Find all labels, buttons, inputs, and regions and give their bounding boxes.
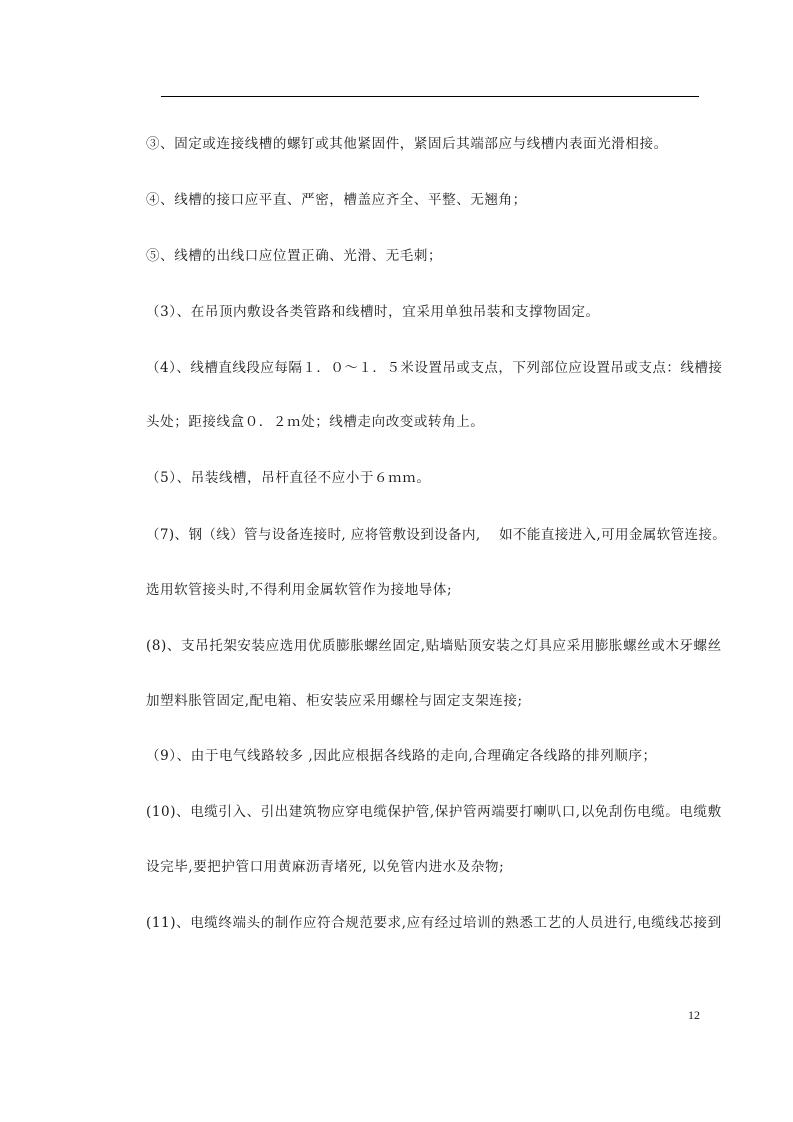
text-line-11: 加塑料胀管固定,配电箱、柜安装应采用螺栓与固定支架连接;	[146, 693, 523, 709]
text-line-5: （4）、线槽直线段应每隔１．０～１．５米设置吊或支点，下列部位应设置吊或支点：线槽接	[146, 360, 723, 376]
text-line-14: 设完毕,要把护管口用黄麻沥青堵死, 以免管内进水及杂物;	[146, 859, 505, 875]
text-line-7: （5）、吊装线槽，吊杆直径不应小于６ｍｍ。	[146, 470, 431, 486]
text-line-6: 头处；距接线盒０．２ｍ处；线槽走向改变或转角上。	[146, 414, 485, 430]
text-line-1: ③、固定或连接线槽的螺钉或其他紧固件，紧固后其端部应与线槽内表面光滑相接。	[146, 136, 668, 152]
text-line-4: （3）、在吊顶内敷设各类管路和线槽时，宜采用单独吊装和支撑物固定。	[146, 304, 600, 320]
text-line-15: (11)、电缆终端头的制作应符合规范要求,应有经过培训的熟悉工艺的人员进行,电缆线芯接到	[146, 915, 722, 931]
text-line-13: (10)、电缆引入、引出建筑物应穿电缆保护管,保护管两端要打喇叭口,以免刮伤电缆。电缆敷	[146, 804, 722, 820]
text-line-9: 选用软管接头时,不得利用金属软管作为接地导体;	[146, 582, 453, 598]
text-line-10: (8)、支吊托架安装应选用优质膨胀螺丝固定,贴墙贴顶安装之灯具应采用膨胀螺丝或木牙螺丝	[146, 638, 722, 654]
page-number: 12	[688, 1008, 700, 1022]
text-line-12: （9）、由于电气线路较多 ,因此应根据各线路的走向,合理确定各线路的排列顺序；	[146, 748, 657, 764]
text-line-8: （7)、钢（线）管与设备连接时, 应将管敷设到设备内, 如不能直接进入,可用金属软管连接。	[146, 527, 727, 543]
text-line-3: ⑤、线槽的出线口应位置正确、光滑、无毛刺；	[146, 248, 443, 264]
text-line-2: ④、线槽的接口应平直、严密，槽盖应齐全、平整、无翘角；	[146, 192, 527, 208]
header-rule	[161, 96, 699, 97]
